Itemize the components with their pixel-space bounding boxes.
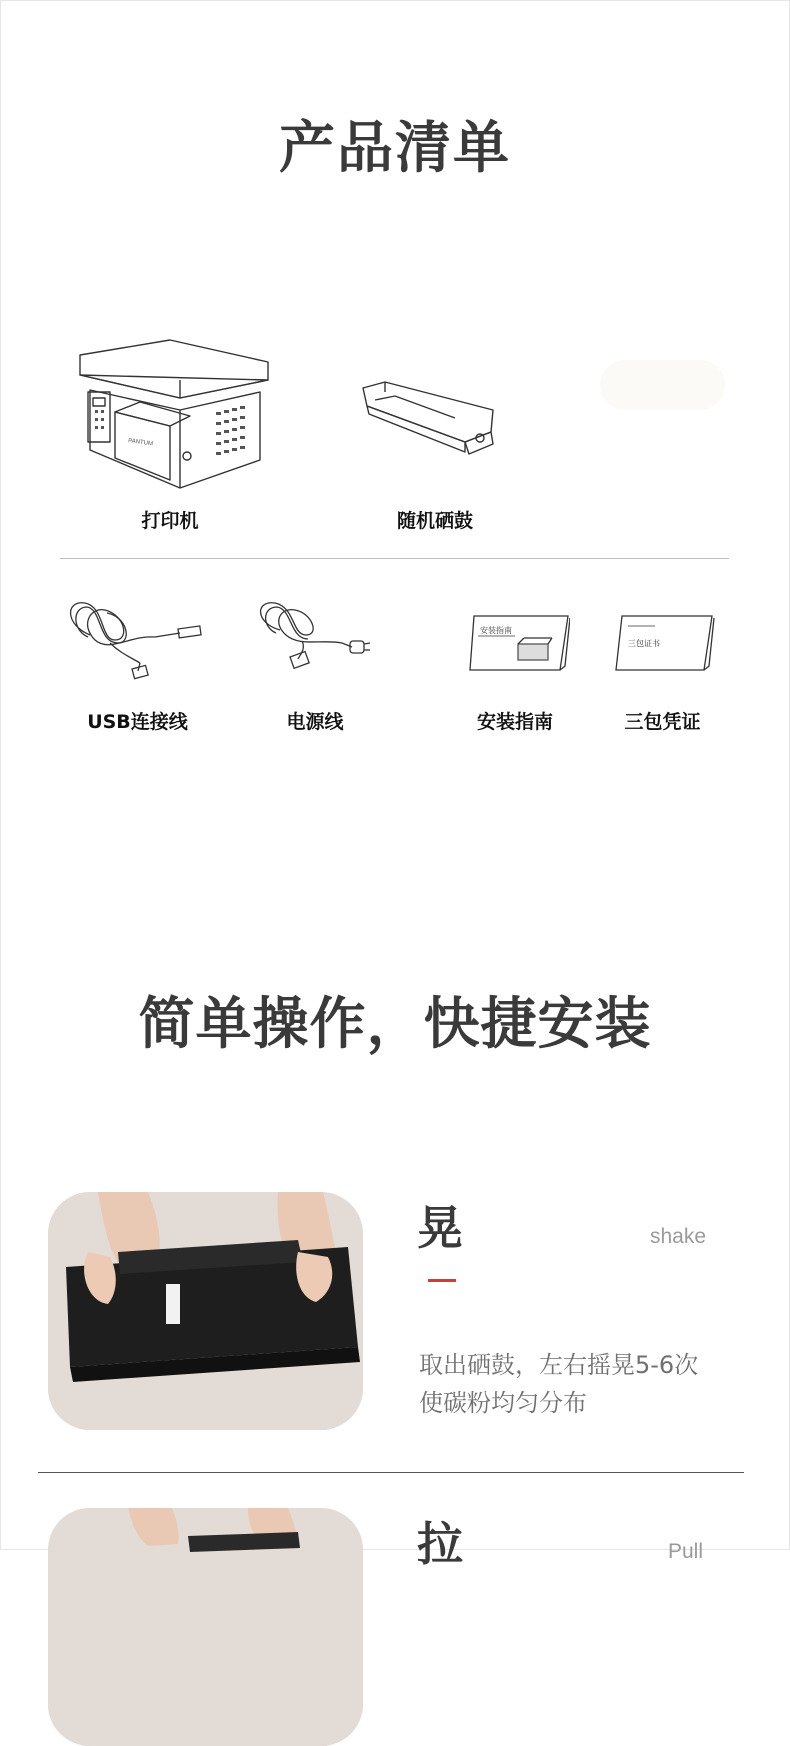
- item-label: 三包凭证: [624, 711, 701, 733]
- item-label: 随机硒鼓: [396, 510, 473, 532]
- divider: [38, 1472, 744, 1473]
- item-usb-cable: [60, 595, 215, 735]
- item-label: 电源线: [286, 711, 344, 733]
- step-photo-shake: [48, 1192, 363, 1430]
- power-cord-icon: [250, 595, 380, 685]
- divider: [60, 558, 729, 559]
- section-title-easy-install: 简单操作，快捷安装: [138, 992, 652, 1057]
- step-char-shake: 晃: [417, 1201, 463, 1255]
- item-warranty-card: [610, 608, 715, 735]
- item-label: USB连接线: [87, 711, 188, 733]
- accent-bar: [428, 1279, 456, 1282]
- step-char-pull: 拉: [417, 1517, 463, 1571]
- printer-brand-text: PANTUM: [127, 438, 154, 448]
- item-toner-cartridge: [355, 370, 515, 540]
- warranty-card-icon: [610, 608, 715, 676]
- toner-pull-image: [48, 1508, 363, 1746]
- item-install-guide: [460, 608, 570, 735]
- item-power-cord: [250, 595, 380, 735]
- section-title-product-list: 产品清单: [279, 116, 511, 181]
- decorative-blur: [600, 360, 725, 410]
- step-en-shake: shake: [650, 1225, 707, 1248]
- toner-cartridge-icon: [355, 370, 505, 460]
- printer-icon: [70, 330, 270, 500]
- item-label: 安装指南: [476, 711, 553, 733]
- item-label: 打印机: [141, 510, 199, 532]
- toner-hands-image: [48, 1192, 363, 1430]
- item-printer: [70, 330, 270, 540]
- step-en-pull: Pull: [668, 1540, 704, 1563]
- usb-cable-icon: [60, 595, 215, 685]
- step-desc-line1: 取出硒鼓，左右摇晃5-6次: [419, 1351, 699, 1379]
- step-desc-line2: 使碳粉均匀分布: [419, 1389, 587, 1417]
- install-guide-icon: [460, 608, 570, 676]
- step-photo-pull: [48, 1508, 363, 1746]
- warranty-card-text: 三包证书: [628, 639, 660, 648]
- guide-card-text: 安装指南: [480, 626, 512, 635]
